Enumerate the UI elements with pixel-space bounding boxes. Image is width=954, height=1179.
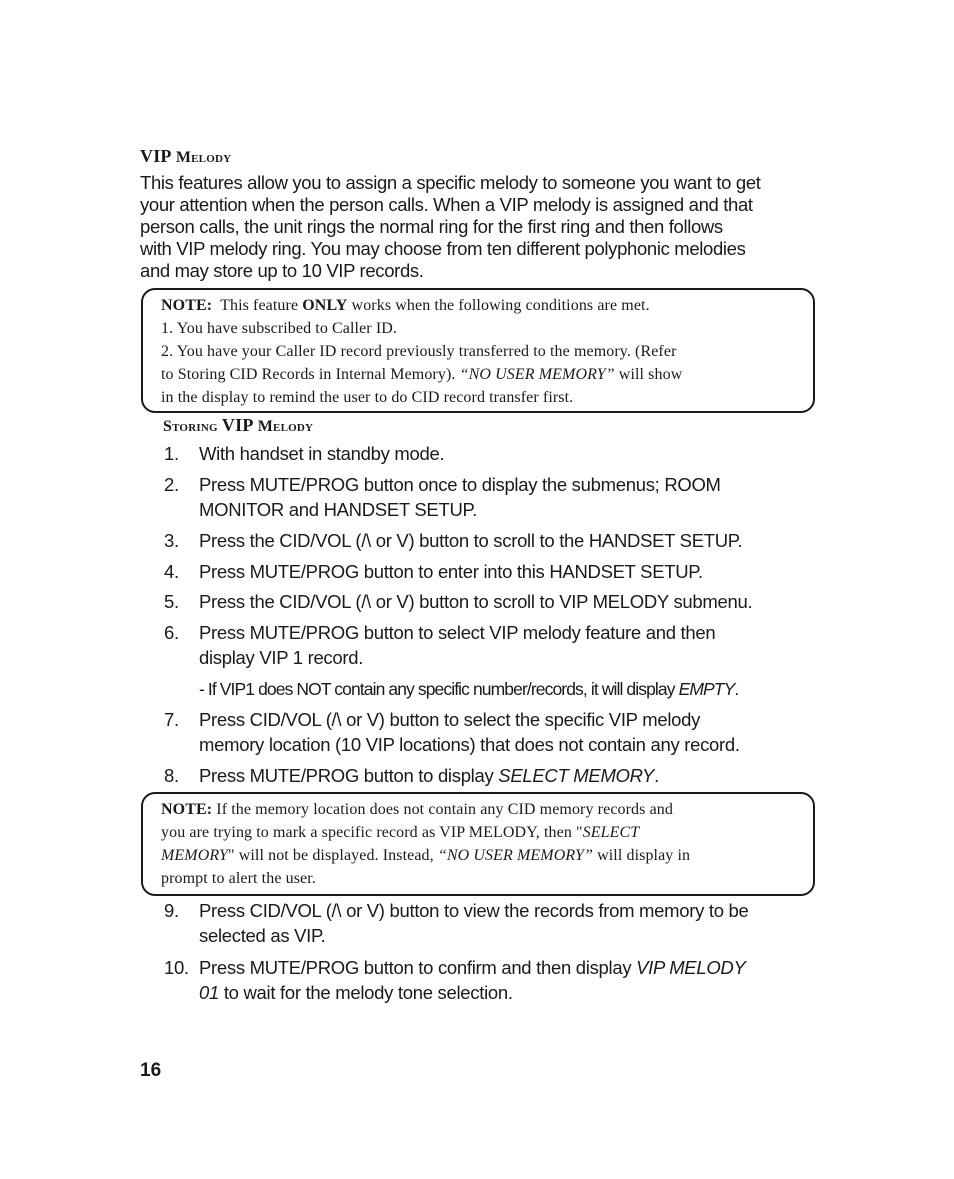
step-number: 3. xyxy=(164,530,179,551)
intro-line: This features allow you to assign a specific melody to someone you want to get xyxy=(140,172,761,193)
step-number: 4. xyxy=(164,561,179,582)
step-text: Press the CID/VOL (/\ or V) button to scroll to VIP MELODY submenu. xyxy=(199,591,753,612)
step-text: With handset in standby mode. xyxy=(199,443,445,464)
step-text: Press MUTE/PROG button to display SELECT MEMORY. xyxy=(199,765,659,786)
step-number: 2. xyxy=(164,474,179,495)
step-number: 9. xyxy=(164,900,179,921)
step-sub-note: - If VIP1 does NOT contain any specific number/records, it will display EMPTY. xyxy=(199,679,739,699)
note-line: you are trying to mark a specific record as VIP MELODY, then "SELECT xyxy=(161,824,640,841)
step-text: Press MUTE/PROG button to confirm and then display VIP MELODY xyxy=(199,957,746,978)
note-label: NOTE: xyxy=(161,297,213,314)
step-text: MONITOR and HANDSET SETUP. xyxy=(199,499,478,520)
note-line: to Storing CID Records in Internal Memory). “NO USER MEMORY” will show xyxy=(161,366,683,383)
intro-line: person calls, the unit rings the normal ring for the first ring and then follows xyxy=(140,216,723,237)
intro-line: with VIP melody ring. You may choose from ten different polyphonic melodies xyxy=(140,238,746,259)
intro-paragraph xyxy=(140,172,820,282)
note-box-conditions xyxy=(141,288,815,413)
note-line: 1. You have subscribed to Caller ID. xyxy=(161,320,398,337)
page-number: 16 xyxy=(140,1060,162,1081)
step-text: display VIP 1 record. xyxy=(199,647,364,668)
note-line: 2. You have your Caller ID record previously transferred to the memory. (Refer xyxy=(161,343,677,360)
step-number: 5. xyxy=(164,591,179,612)
step-text: Press CID/VOL (/\ or V) button to select the specific VIP melody xyxy=(199,709,701,730)
step-text: selected as VIP. xyxy=(199,925,326,946)
step-text: Press MUTE/PROG button to enter into this HANDSET SETUP. xyxy=(199,561,703,582)
step-number: 6. xyxy=(164,622,179,643)
note-line: NOTE: This feature ONLY works when the following conditions are met. xyxy=(161,297,650,314)
note-line: prompt to alert the user. xyxy=(161,870,316,887)
subsection-heading: Storing VIP Melody xyxy=(163,415,314,435)
step-number: 10. xyxy=(164,957,189,978)
step-text: Press MUTE/PROG button to select VIP melody feature and then xyxy=(199,622,716,643)
step-text: Press the CID/VOL (/\ or V) button to scroll to the HANDSET SETUP. xyxy=(199,530,743,551)
intro-line: and may store up to 10 VIP records. xyxy=(140,260,424,281)
note-line: MEMORY" will not be displayed. Instead, “NO USER MEMORY” will display in xyxy=(161,847,691,864)
note-label: NOTE: xyxy=(161,801,213,818)
step-text: 01 to wait for the melody tone selection. xyxy=(199,982,513,1003)
step-text: Press MUTE/PROG button once to display the submenus; ROOM xyxy=(199,474,721,495)
step-text: Press CID/VOL (/\ or V) button to view the records from memory to be xyxy=(199,900,749,921)
section-heading: VIP Melody xyxy=(140,146,232,166)
step-number: 1. xyxy=(164,443,179,464)
intro-line: your attention when the person calls. When a VIP melody is assigned and that xyxy=(140,194,753,215)
note-line: in the display to remind the user to do CID record transfer first. xyxy=(161,389,574,406)
note-box-memory xyxy=(141,792,815,896)
note-line: NOTE: If the memory location does not contain any CID memory records and xyxy=(161,801,673,818)
step-number: 8. xyxy=(164,765,179,786)
step-text: memory location (10 VIP locations) that does not contain any record. xyxy=(199,734,740,755)
step-number: 7. xyxy=(164,709,179,730)
